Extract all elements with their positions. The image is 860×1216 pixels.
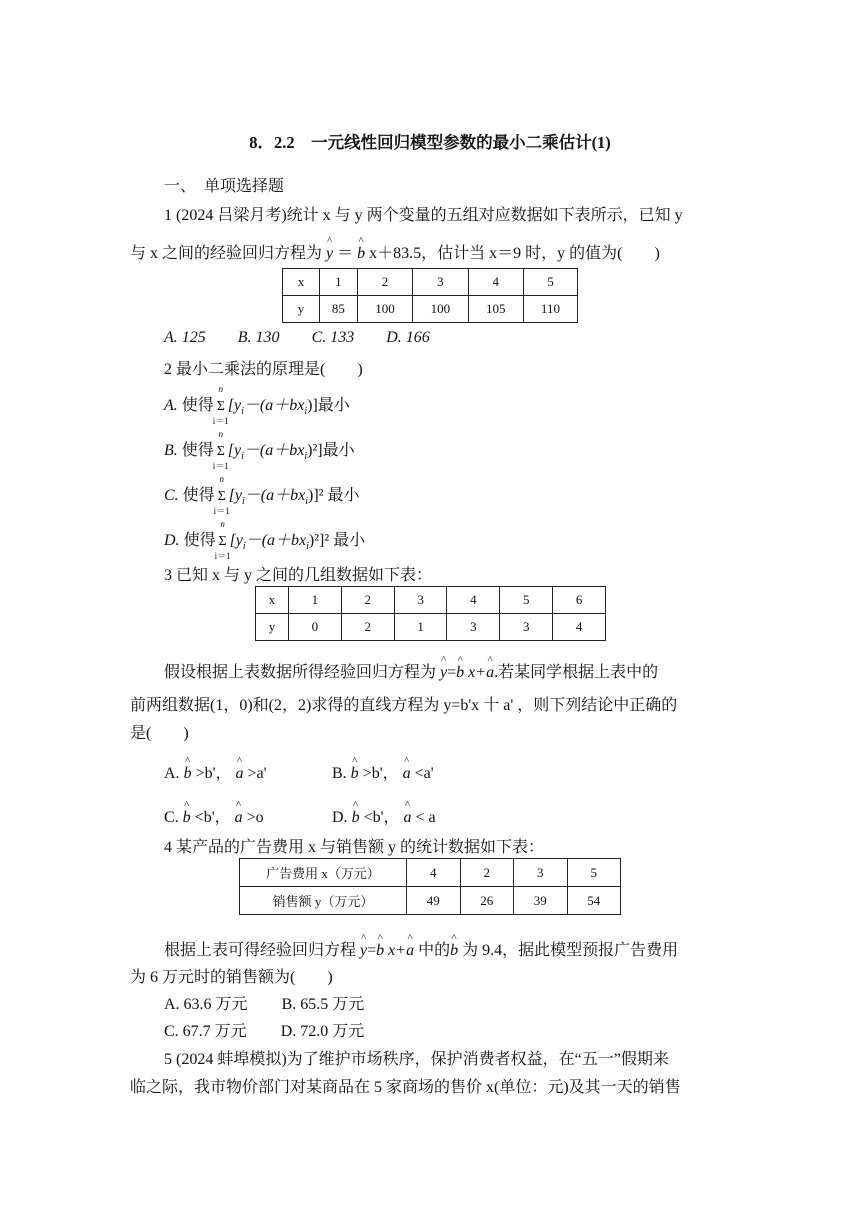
- q4-para1: 根据上表可得经验回归方程 ^ y=^ b x+^ a 中的^ b 为 9.4，据此模型预报广告费用: [164, 937, 678, 960]
- table-cell: 4: [447, 587, 500, 614]
- q1-text-b: x＋83.5，估计当 x＝9 时，y 的值为(: [369, 245, 623, 262]
- table-cell: 26: [460, 887, 514, 915]
- table-cell: 3: [413, 269, 468, 296]
- b-hat: ^ b: [357, 245, 365, 263]
- table-cell: 6: [553, 587, 606, 614]
- q4-stem: 4 某产品的广告费用 x 与销售额 y 的统计数据如下表：: [164, 839, 545, 856]
- table-cell: 5: [567, 859, 621, 887]
- q1-table: [282, 268, 578, 323]
- table-cell: 3: [447, 614, 500, 641]
- table-cell: 5: [500, 587, 553, 614]
- table-cell: 0: [289, 614, 342, 641]
- b-hat: ^ b: [376, 942, 384, 960]
- b-hat: ^ b: [456, 664, 464, 682]
- option-pre: 使得: [183, 532, 216, 549]
- table-cell: 2: [341, 587, 394, 614]
- table-row: [283, 269, 578, 296]
- sum-symbol: n Σ i＝1: [212, 429, 229, 472]
- q4-para2: 为 6 万元时的销售额为( ): [130, 969, 333, 986]
- option-c: C. 67.7 万元: [164, 1023, 247, 1040]
- table-cell: 49: [407, 887, 461, 915]
- option-c: C. 133: [311, 329, 355, 346]
- q2-option-b: B. 使得 n Σ i＝1 $[y_i-(a+bx_i)^2]$最小: [164, 429, 355, 472]
- option-label: B.: [164, 442, 178, 459]
- q3-para2: 前两组数据(1，0)和(2，2)求得的直线方程为 y=b'x 十 a' ，则下列结论中正确的: [130, 697, 678, 714]
- table-cell: 54: [567, 887, 621, 915]
- q1-options: [164, 329, 430, 347]
- option-label: D.: [164, 532, 180, 549]
- page-title: 8．2.2 一元线性回归模型参数的最小二乘估计(1): [249, 133, 611, 152]
- table-cell: 100: [357, 296, 412, 323]
- table-cell: 2: [341, 614, 394, 641]
- q1-line2: [130, 240, 660, 263]
- sum-symbol: n Σ i＝1: [212, 384, 229, 427]
- option-b: B. 130: [237, 329, 280, 346]
- sum-symbol: n Σ i＝1: [213, 474, 230, 517]
- table-cell: 3: [394, 587, 447, 614]
- section-heading: 一、 单项选择题: [164, 178, 285, 195]
- table-cell: 1: [289, 587, 342, 614]
- q4-options-ab: [164, 991, 364, 1014]
- table-row: [240, 859, 621, 887]
- q1-text-a: 与 x 之间的经验回归方程为: [130, 245, 323, 262]
- table-cell: 广告费用 x（万元）: [240, 859, 407, 887]
- table-cell: 1: [320, 269, 358, 296]
- table-cell: 5: [523, 269, 577, 296]
- table-cell: 2: [460, 859, 514, 887]
- table-cell: 3: [514, 859, 568, 887]
- q5-line2: 临之际，我市物价部门对某商品在 5 家商场的售价 x(单位：元)及其一天的销售: [130, 1079, 681, 1096]
- table-cell: 1: [394, 614, 447, 641]
- table-cell: x: [283, 269, 320, 296]
- option-a: A. 125: [164, 329, 206, 346]
- option-d: D. 166: [386, 329, 430, 346]
- option-a: A. 63.6 万元: [164, 996, 248, 1013]
- q3-stem: 3 已知 x 与 y 之间的几组数据如下表：: [164, 567, 433, 584]
- option-label: A.: [164, 397, 178, 414]
- option-d: D. ^ b <b'， ^ a < a: [332, 804, 436, 827]
- a-hat: ^ a: [486, 664, 494, 682]
- option-label: C.: [164, 487, 179, 504]
- option-pre: 使得: [181, 397, 214, 414]
- q2-option-a: A. 使得 n Σ i＝1 $[y_i-(a+bx_i)]$最小: [164, 384, 350, 427]
- y-hat: ^ y: [360, 942, 367, 960]
- q2-option-c: C. 使得 n Σ i＝1 $[y_i-(a+bx_i)]^2$ 最小: [164, 474, 360, 517]
- option-d: D. 72.0 万元: [280, 1023, 365, 1040]
- q1-close: ): [654, 245, 660, 262]
- table-row: [240, 887, 621, 915]
- table-cell: 4: [468, 269, 523, 296]
- q4-table: [239, 858, 621, 915]
- q2-close: ): [357, 361, 363, 378]
- table-cell: y: [283, 296, 320, 323]
- q3-options-ab: [164, 760, 434, 783]
- q3-para3: 是( ): [130, 725, 189, 742]
- sum-symbol: n Σ i＝1: [214, 519, 231, 562]
- q4-options-cd: [164, 1018, 364, 1041]
- q1-line1: 1 (2024 吕梁月考)统计 x 与 y 两个变量的五组对应数据如下表所示，已知 y: [164, 207, 683, 224]
- table-cell: 销售额 y（万元）: [240, 887, 407, 915]
- q2-stem-text: 2 最小二乘法的原理是(: [164, 361, 326, 378]
- q1-eq: ＝: [337, 245, 354, 262]
- q3-options-cd: [164, 804, 436, 827]
- y-hat: ^ y: [440, 664, 447, 682]
- option-c: C. ^ b <b'， ^ a >o: [164, 809, 264, 826]
- table-row: [256, 587, 606, 614]
- q2-stem: [164, 356, 363, 379]
- option-pre: 使得: [182, 487, 215, 504]
- table-cell: 39: [514, 887, 568, 915]
- table-cell: x: [256, 587, 289, 614]
- q3-para1: 假设根据上表数据所得经验回归方程为 ^ y=^ b x+^ a.若某同学根据上表中的: [164, 659, 658, 682]
- table-cell: 110: [523, 296, 577, 323]
- table-cell: 4: [407, 859, 461, 887]
- table-cell: 4: [553, 614, 606, 641]
- option-pre: 使得: [181, 442, 214, 459]
- a-hat: ^ a: [406, 942, 414, 960]
- table-row: [256, 614, 606, 641]
- b-hat: ^ b: [450, 942, 458, 960]
- option-b: B. ^ b >b'， ^ a <a': [332, 760, 434, 783]
- y-hat: ^ y: [326, 245, 333, 263]
- q5-line1: 5 (2024 蚌埠模拟)为了维护市场秩序，保护消费者权益，在“五一”假期来: [164, 1051, 669, 1068]
- table-row: [283, 296, 578, 323]
- q2-option-d: D. 使得 n Σ i＝1 $[y_i-(a+bx_i)^2]^2$ 最小: [164, 519, 366, 562]
- table-cell: 100: [413, 296, 468, 323]
- option-a: A. ^ b >b'， ^ a >a': [164, 765, 267, 782]
- option-b: B. 65.5 万元: [281, 996, 365, 1013]
- table-cell: 105: [468, 296, 523, 323]
- q3-table: [255, 586, 606, 641]
- table-cell: y: [256, 614, 289, 641]
- table-cell: 3: [500, 614, 553, 641]
- table-cell: 85: [320, 296, 358, 323]
- table-cell: 2: [357, 269, 412, 296]
